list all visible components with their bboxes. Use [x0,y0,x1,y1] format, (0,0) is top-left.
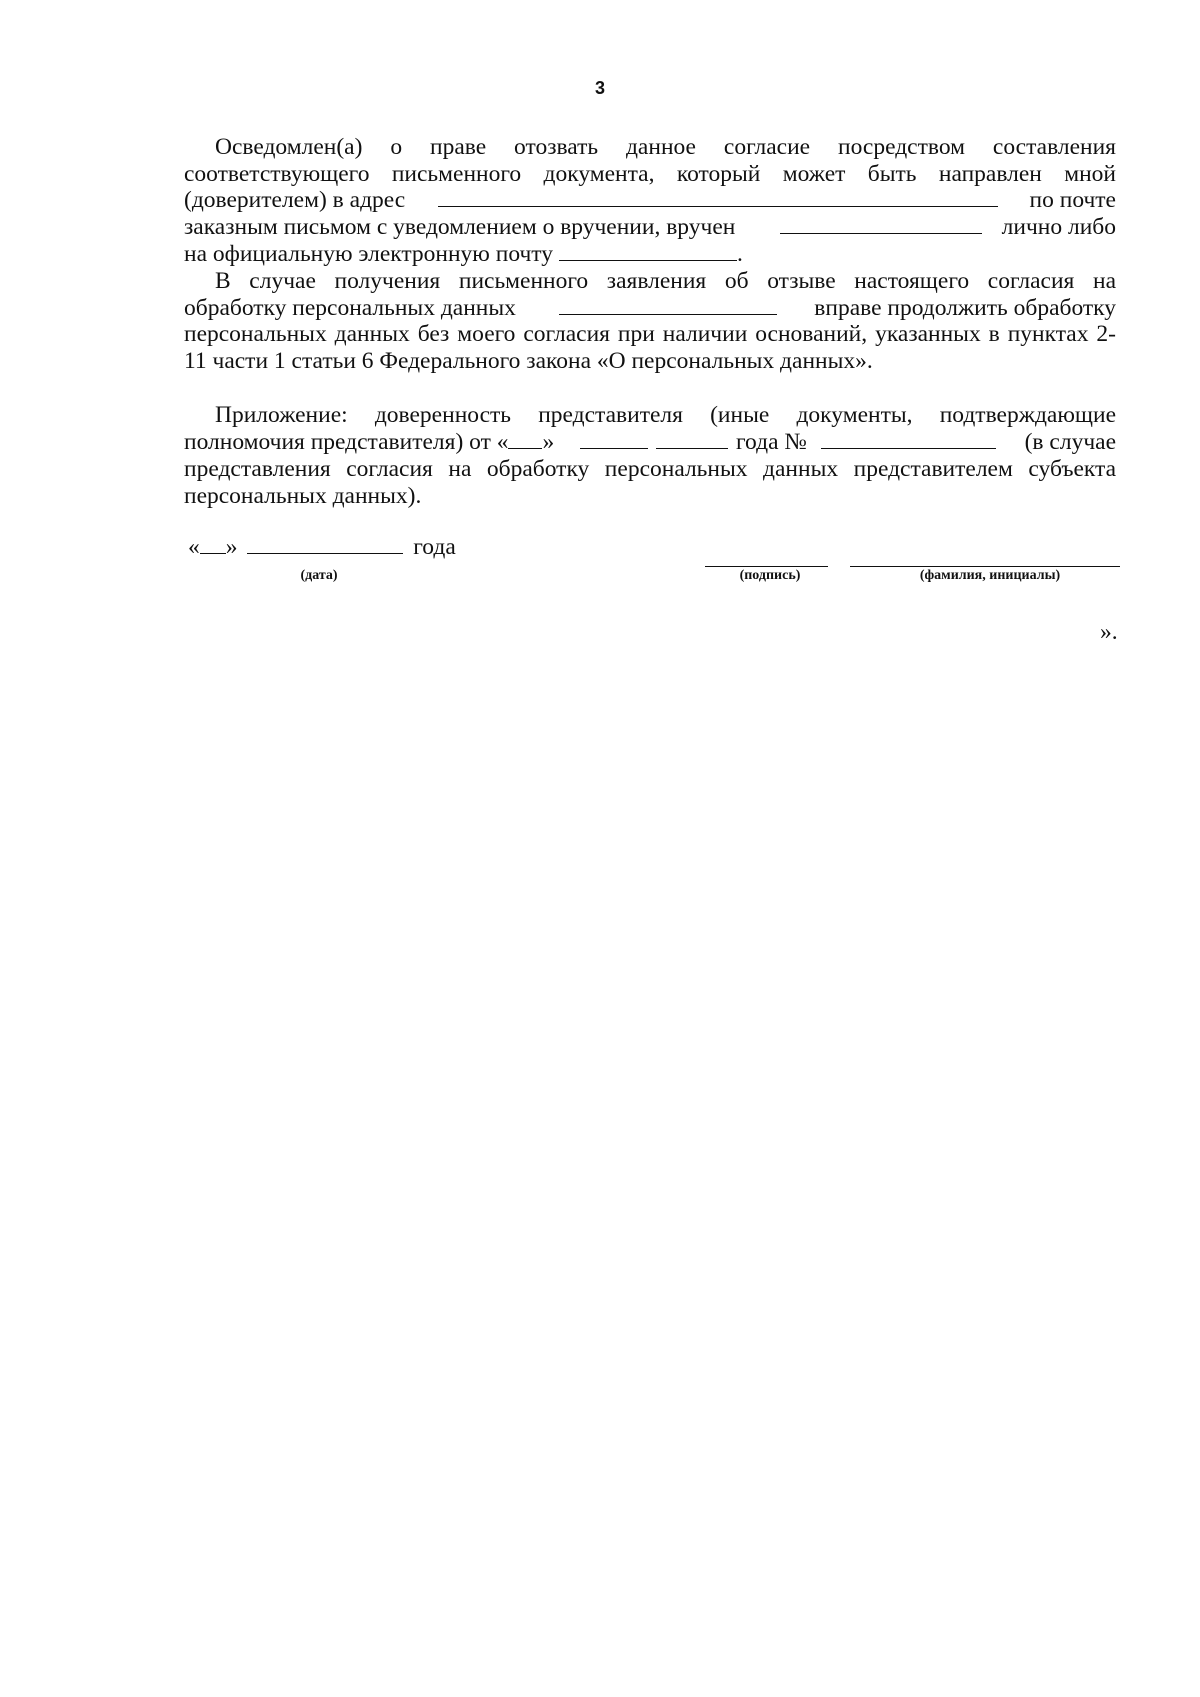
p1-line-3 [184,186,1116,214]
p3-line-2-quote: » [542,429,555,455]
date-line [188,533,488,561]
p2-line-3: персональных данных без моего согласия при наличии оснований, указанных в пунктах 2- [184,321,1116,347]
power-month-blank[interactable] [580,428,648,449]
p2-line-1: В случае получения письменного заявления об отзыве настоящего согласия на [215,268,1116,294]
p3-line-2-text: полномочия представителя) от « [184,429,509,455]
date-year-word: года [413,534,456,560]
p1-line-4-end: лично либо [1001,214,1116,240]
closing-quote: ». [1100,619,1118,645]
p3-line-4: персональных данных). [184,483,422,509]
p1-line-1: Осведомлен(а) о праве отозвать данное согласие посредством составления [215,134,1116,160]
signature-caption: (подпись) [739,568,801,583]
date-open-quote: « [188,534,200,560]
name-line[interactable] [850,566,1120,567]
p1-line-3-text: (доверителем) в адрес [184,187,406,213]
date-close-quote: » [225,534,238,560]
p2-line-4: 11 части 1 статьи 6 Федерального закона «О персональных данных». [184,348,873,374]
p3-line-2-end: (в случае [1024,429,1116,455]
signature-line[interactable] [705,566,828,567]
date-caption: (дата) [300,568,338,583]
date-day-blank[interactable] [200,533,226,554]
p1-line-5-text: на официальную электронную почту [184,241,553,267]
p2-line-2-end: вправе продолжить обработку [814,295,1116,321]
name-caption: (фамилия, инициалы) [919,568,1061,583]
power-number-blank[interactable] [821,428,996,449]
date-month-blank[interactable] [247,533,403,554]
p3-line-3: представления согласия на обработку персональных данных представителем субъекта [184,456,1116,482]
p1-line-2: соответствующего письменного документа, который может быть направлен мной [184,161,1116,187]
p1-line-5-end: . [737,241,743,267]
p3-line-1: Приложение: доверенность представителя (иные документы, подтверждающие [215,402,1116,428]
p1-line-5 [184,240,1116,268]
p2-line-2 [184,294,1116,322]
address-blank[interactable] [438,186,998,207]
p1-line-4 [184,213,1116,241]
operator-blank[interactable] [559,294,777,315]
p2-line-2-text: обработку персональных данных [184,295,516,321]
email-blank[interactable] [559,240,737,261]
power-day-blank[interactable] [508,428,542,449]
p1-line-4-text: заказным письмом с уведомлением о вручении, вручен [184,214,736,240]
delivered-by-blank[interactable] [780,213,982,234]
power-year-blank[interactable] [656,428,728,449]
p1-line-3-end: по почте [1029,187,1116,213]
p3-line-2-year: года № [736,429,807,455]
page-number: 3 [594,78,605,98]
p3-line-2 [184,428,1116,456]
